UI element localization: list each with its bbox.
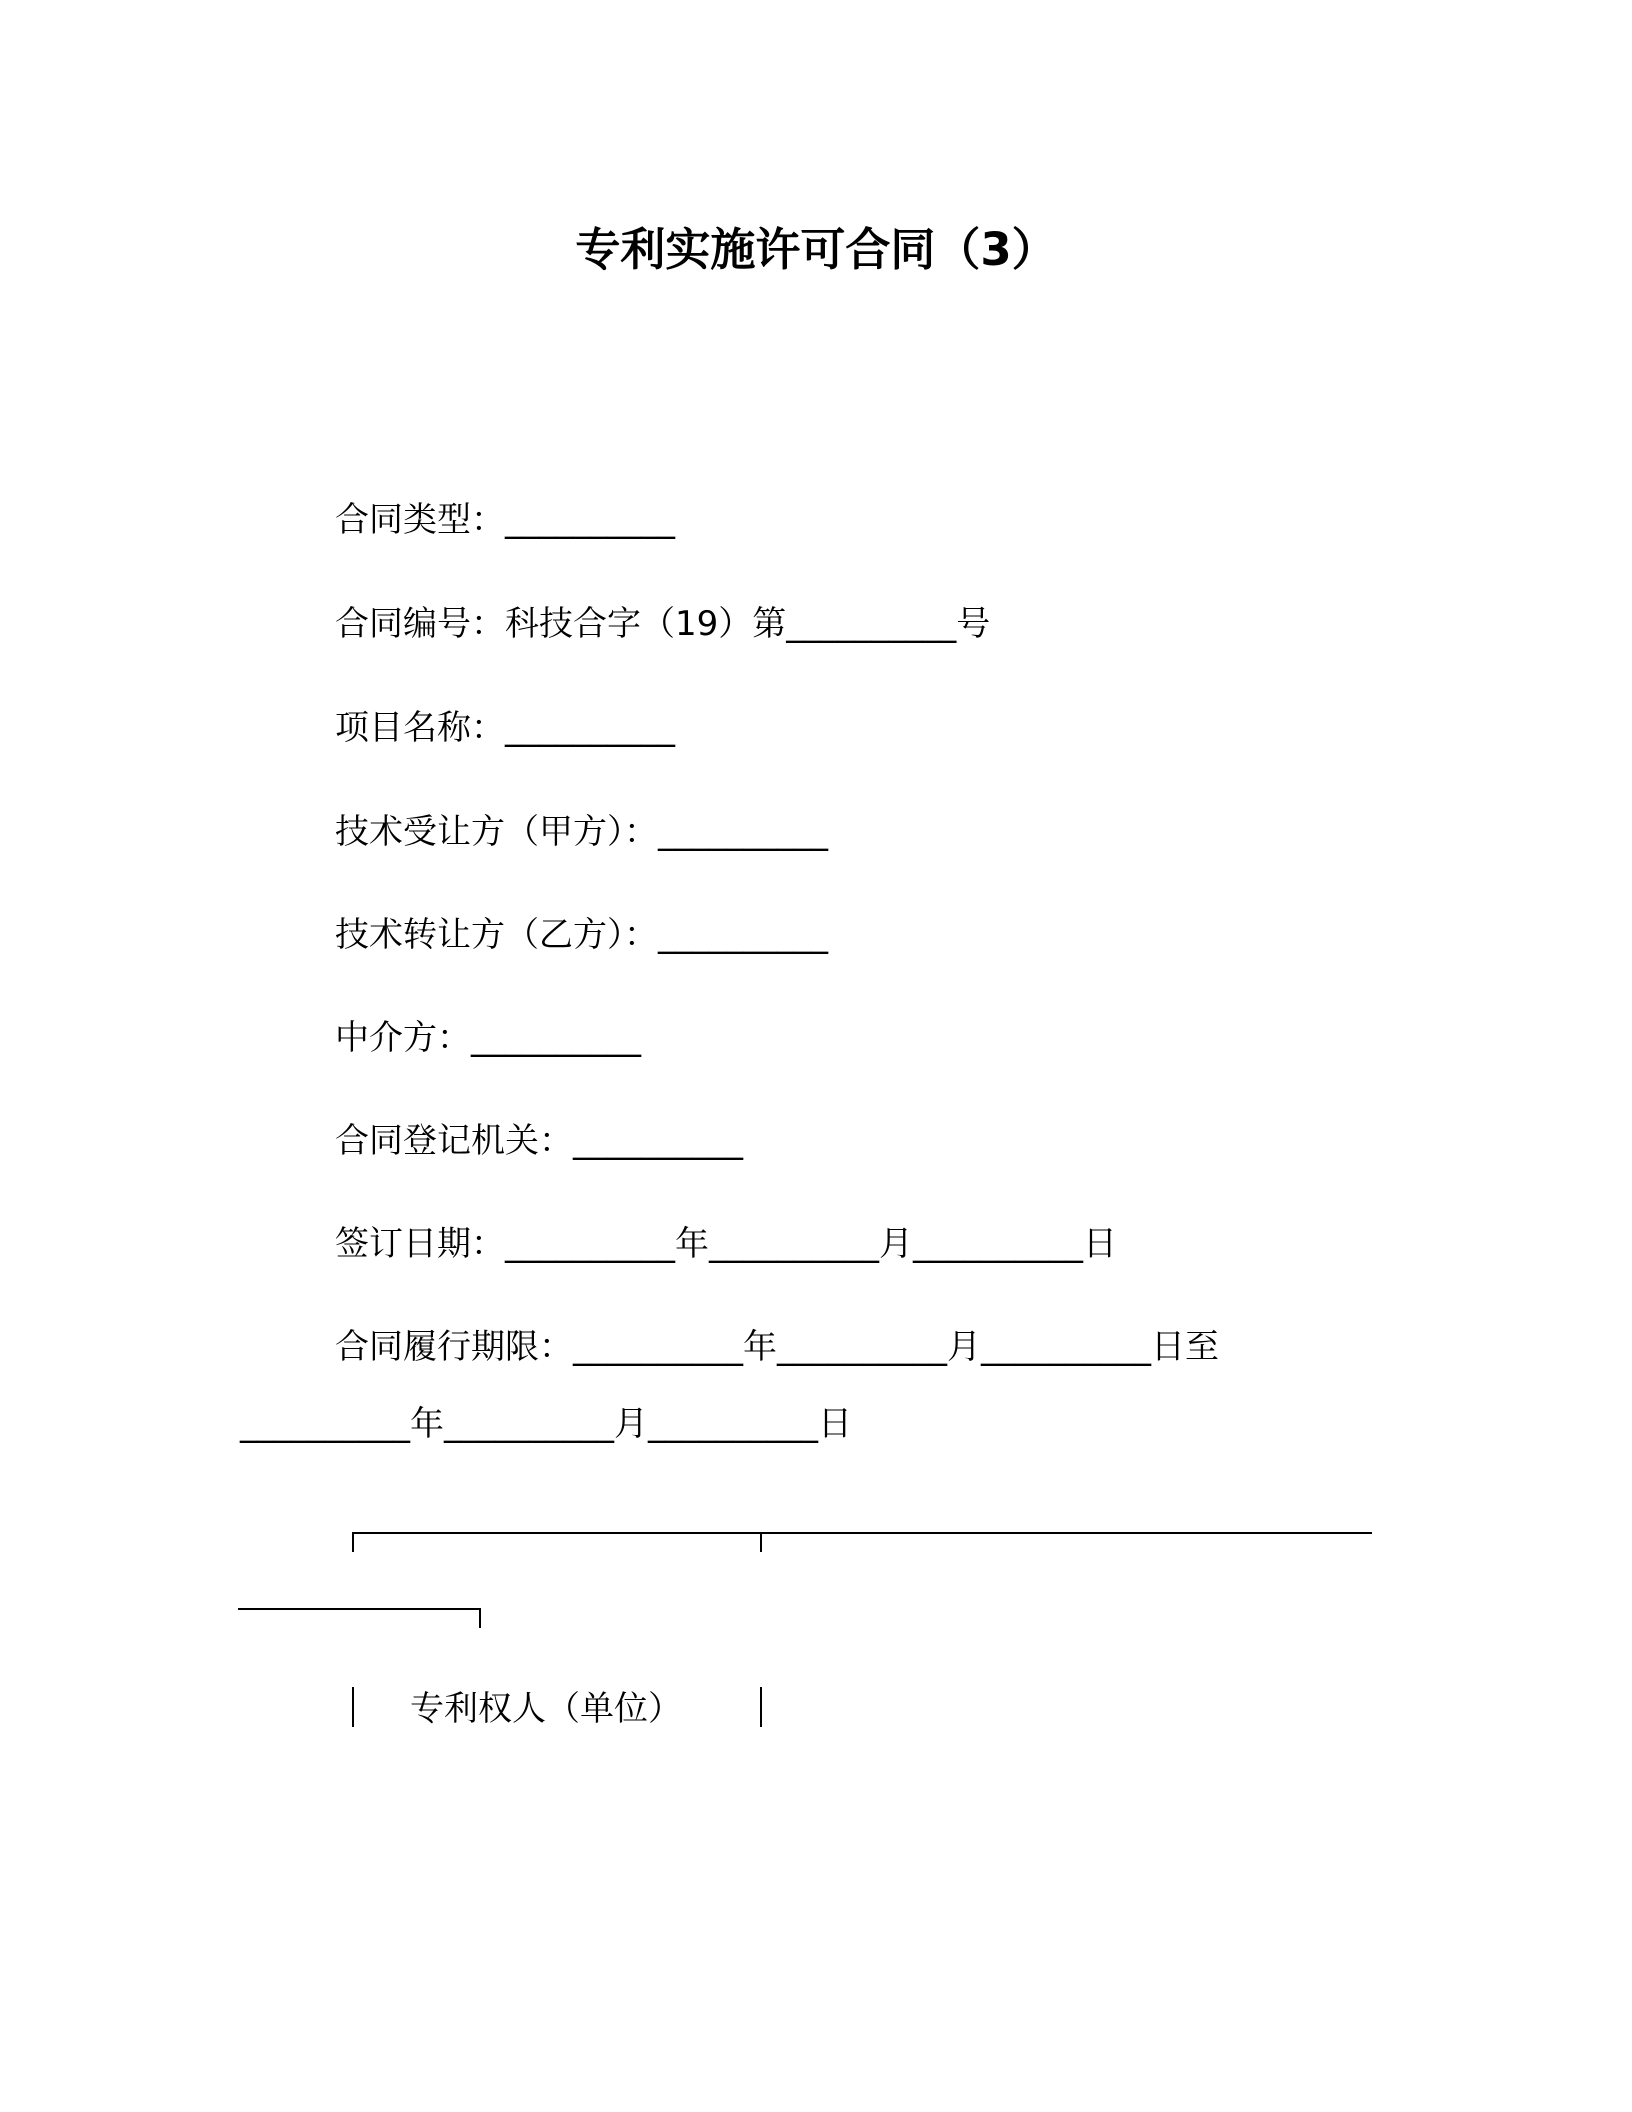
- party-b-field: 技术转让方（乙方）：__________: [335, 915, 828, 955]
- table-cell-right-border: [760, 1687, 762, 1727]
- table-column-tick: [760, 1532, 762, 1552]
- table-corner-tick-left: [352, 1532, 354, 1552]
- patentee-cell-label: 专利权人（单位）: [410, 1689, 682, 1729]
- signing-date-field: 签订日期：__________年__________月__________日: [335, 1224, 1117, 1264]
- table-cell-left-border: [352, 1687, 354, 1727]
- performance-period-field: 合同履行期限：__________年__________月__________日至: [335, 1327, 1219, 1367]
- document-title: 专利实施许可合同（3）: [575, 223, 1057, 276]
- table-rule-tick: [479, 1608, 481, 1628]
- registration-authority-field: 合同登记机关：__________: [335, 1121, 743, 1161]
- table-rule-segment: [238, 1608, 481, 1610]
- intermediary-field: 中介方：__________: [335, 1018, 641, 1058]
- performance-period-continuation: __________年__________月__________日: [240, 1404, 852, 1444]
- contract-type-field: 合同类型：__________: [335, 500, 675, 540]
- contract-number-field: 合同编号：科技合字（19）第__________号: [335, 604, 991, 644]
- project-name-field: 项目名称：__________: [335, 708, 675, 748]
- party-a-field: 技术受让方（甲方）：__________: [335, 812, 828, 852]
- table-top-border: [352, 1532, 1372, 1534]
